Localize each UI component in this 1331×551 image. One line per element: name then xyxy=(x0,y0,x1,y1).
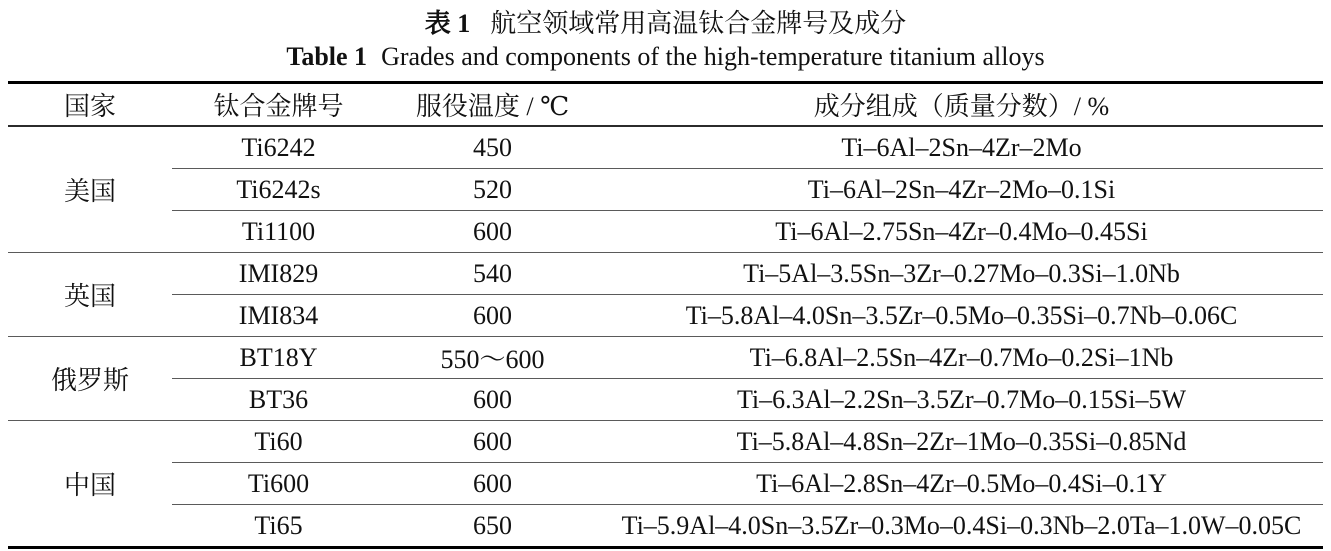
cell-grade: Ti65 xyxy=(172,505,385,548)
cell-temperature: 600 xyxy=(385,421,600,463)
table-row xyxy=(8,505,1323,548)
cell-grade: BT18Y xyxy=(172,337,385,379)
cell-composition: Ti–5.8Al–4.8Sn–2Zr–1Mo–0.35Si–0.85Nd xyxy=(600,421,1323,463)
column-header-temperature: 服役温度 / ℃ xyxy=(385,83,600,127)
cell-composition: Ti–6Al–2.8Sn–4Zr–0.5Mo–0.4Si–0.1Y xyxy=(600,463,1323,505)
cell-temperature: 650 xyxy=(385,505,600,548)
table-row xyxy=(8,337,1323,379)
caption-en xyxy=(0,41,1331,73)
cell-grade: Ti6242 xyxy=(172,126,385,169)
cell-temperature: 450 xyxy=(385,126,600,169)
table-body xyxy=(8,126,1323,548)
cell-temperature: 540 xyxy=(385,253,600,295)
cell-grade: BT36 xyxy=(172,379,385,421)
cell-grade: Ti60 xyxy=(172,421,385,463)
table-row xyxy=(8,295,1323,337)
caption-zh-title: 航空领域常用高温钛合金牌号及成分 xyxy=(490,9,907,38)
table-caption xyxy=(0,0,1331,73)
cell-grade: Ti6242s xyxy=(172,169,385,211)
caption-zh xyxy=(0,7,1331,41)
cell-temperature: 600 xyxy=(385,463,600,505)
cell-grade: Ti1100 xyxy=(172,211,385,253)
table-row xyxy=(8,463,1323,505)
cell-composition: Ti–5Al–3.5Sn–3Zr–0.27Mo–0.3Si–1.0Nb xyxy=(600,253,1323,295)
table-row xyxy=(8,379,1323,421)
cell-composition: Ti–6Al–2Sn–4Zr–2Mo xyxy=(600,126,1323,169)
cell-composition: Ti–5.9Al–4.0Sn–3.5Zr–0.3Mo–0.4Si–0.3Nb–2.0Ta–1.0W–0.05C xyxy=(600,505,1323,548)
cell-country: 英国 xyxy=(8,253,172,337)
table-row xyxy=(8,169,1323,211)
cell-grade: IMI834 xyxy=(172,295,385,337)
cell-temperature: 600 xyxy=(385,211,600,253)
cell-country: 美国 xyxy=(8,126,172,253)
table-row xyxy=(8,253,1323,295)
cell-temperature: 550～600 xyxy=(385,337,600,379)
column-header-composition: 成分组成（质量分数）/ % xyxy=(600,83,1323,127)
caption-zh-label: 表 1 xyxy=(424,9,471,38)
table-header xyxy=(8,83,1323,127)
column-header-country: 国家 xyxy=(8,83,172,127)
cell-composition: Ti–6.3Al–2.2Sn–3.5Zr–0.7Mo–0.15Si–5W xyxy=(600,379,1323,421)
cell-grade: Ti600 xyxy=(172,463,385,505)
cell-composition: Ti–6Al–2.75Sn–4Zr–0.4Mo–0.45Si xyxy=(600,211,1323,253)
table-row xyxy=(8,126,1323,169)
caption-en-label: Table 1 xyxy=(286,42,368,71)
header-row xyxy=(8,83,1323,127)
table-row xyxy=(8,421,1323,463)
cell-temperature: 600 xyxy=(385,295,600,337)
column-header-grade: 钛合金牌号 xyxy=(172,83,385,127)
cell-composition: Ti–6Al–2Sn–4Zr–2Mo–0.1Si xyxy=(600,169,1323,211)
cell-country: 中国 xyxy=(8,421,172,548)
cell-country: 俄罗斯 xyxy=(8,337,172,421)
cell-grade: IMI829 xyxy=(172,253,385,295)
cell-composition: Ti–5.8Al–4.0Sn–3.5Zr–0.5Mo–0.35Si–0.7Nb–0.06C xyxy=(600,295,1323,337)
cell-composition: Ti–6.8Al–2.5Sn–4Zr–0.7Mo–0.2Si–1Nb xyxy=(600,337,1323,379)
cell-temperature: 520 xyxy=(385,169,600,211)
cell-temperature: 600 xyxy=(385,379,600,421)
alloys-table xyxy=(8,81,1323,549)
table-row xyxy=(8,211,1323,253)
caption-en-title: Grades and components of the high-temperature titanium alloys xyxy=(381,42,1045,71)
